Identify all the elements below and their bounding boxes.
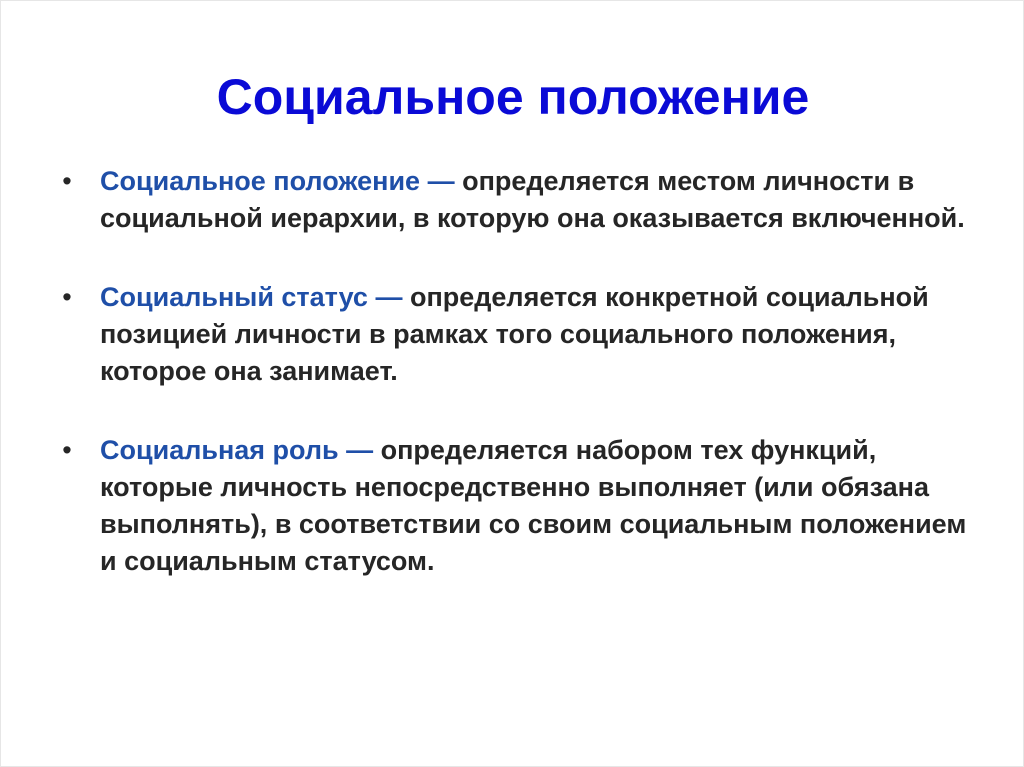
bullet-item-social-status (57, 279, 977, 390)
term-dash: — (346, 435, 381, 465)
bullet-icon: • (62, 435, 72, 465)
bullet-list (57, 163, 977, 622)
bullet-icon: • (62, 166, 72, 196)
term-label: Социальное положение (100, 166, 428, 196)
bullet-item-social-position (57, 163, 977, 237)
term-dash: — (427, 166, 463, 196)
bullet-item-social-role (57, 432, 977, 580)
term-label: Социальный статус (100, 282, 376, 312)
term-definition: определяется местом личности в социальной иерархии, в которую она оказывается включенной. (100, 166, 965, 233)
bullet-icon: • (62, 282, 72, 312)
term-label: Социальная роль (100, 435, 347, 465)
term-dash: — (375, 282, 410, 312)
term-definition: определяется набором тех функций, которые личность непосредственно выполняет (или обязана выполнять), в соответствии со своим социальным положением и социальным статусом. (100, 435, 967, 576)
slide-title: Социальное положение (216, 69, 810, 125)
term-definition: определяется конкретной социальной позицией личности в рамках того социального положения, которое она занимает. (100, 282, 929, 386)
